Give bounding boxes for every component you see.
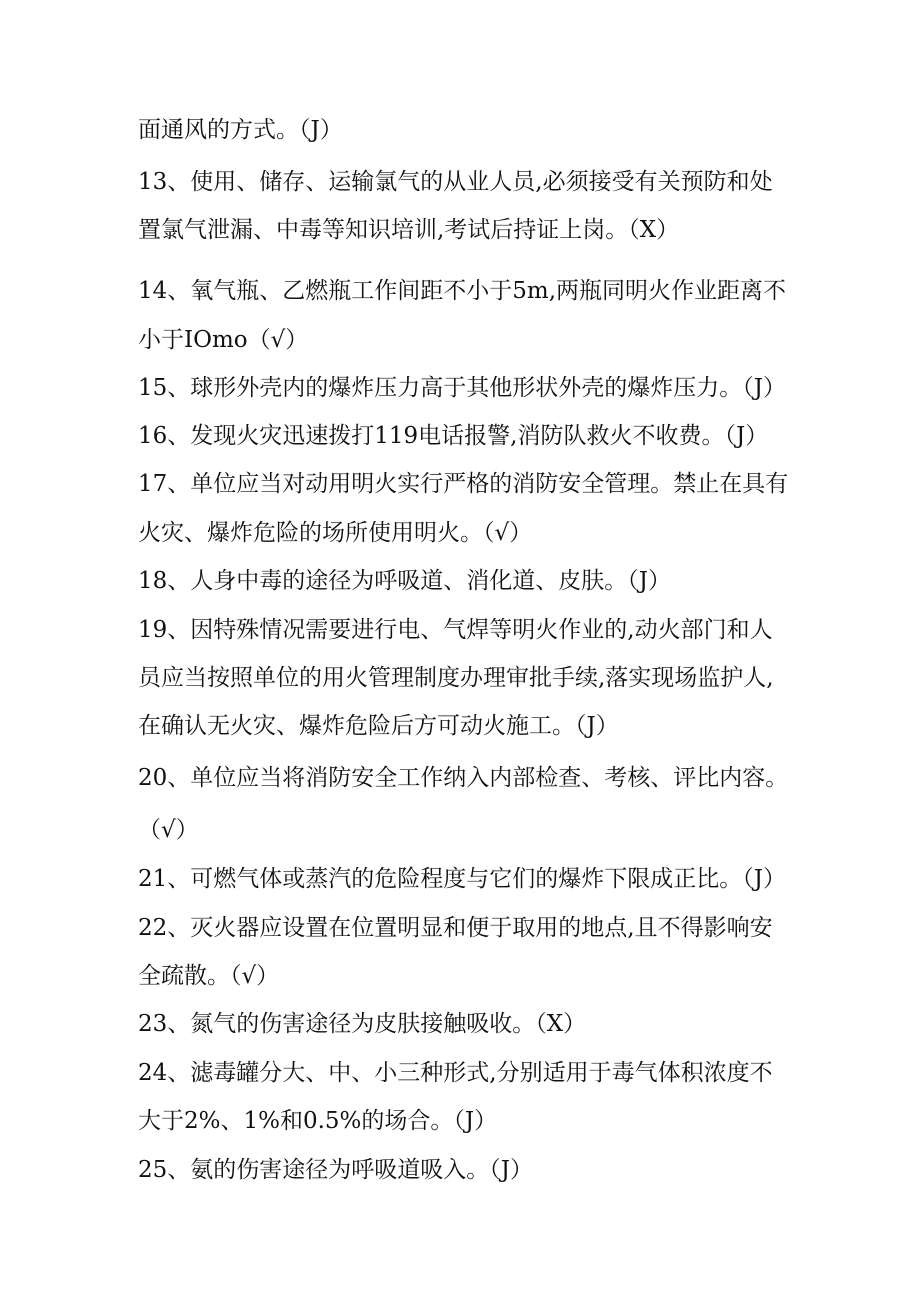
text-line-2: 13、使用、储存、运输氯气的从业人员,必须接受有关预防和处 [138,169,773,195]
text-line-9: 火灾、爆炸危险的场所使用明火。（√） [138,520,533,546]
text-line-14: 20、单位应当将消防安全工作纳入内部检查、考核、评比内容。 [138,765,789,791]
text-line-22: 25、氨的伤害途径为呼吸道吸入。（J） [138,1157,533,1183]
text-line-3: 置氯气泄漏、中毒等知识培训,考试后持证上岗。（X） [138,217,680,243]
text-line-12: 员应当按照单位的用火管理制度办理审批手续,落实现场监护人, [138,665,774,691]
text-line-8: 17、单位应当对动用明火实行严格的消防安全管理。禁止在具有 [138,471,789,497]
text-line-19: 23、氮气的伤害途径为皮肤接触吸收。（X） [138,1011,587,1037]
text-line-5: 小于IOmo（√） [138,327,309,353]
text-line-10: 18、人身中毒的途径为呼吸道、消化道、皮肤。（J） [138,568,671,594]
text-line-6: 15、球形外壳内的爆炸压力高于其他形状外壳的爆炸压力。（J） [138,375,786,401]
text-line-18: 全疏散。（√） [138,963,280,989]
text-line-1: 面通风的方式。（J） [138,117,343,143]
text-line-15: （√） [138,817,199,843]
text-line-7: 16、发现火灾迅速拨打119电话报警,消防队救火不收费。（J） [138,423,769,449]
text-line-13: 在确认无火灾、爆炸危险后方可动火施工。（J） [138,713,619,739]
text-line-11: 19、因特殊情况需要进行电、气焊等明火作业的,动火部门和人 [138,617,773,643]
text-line-4: 14、氧气瓶、乙燃瓶工作间距不小于5m,两瓶同明火作业距离不 [138,278,787,304]
text-line-20: 24、滤毒罐分大、中、小三种形式,分别适用于毒气体积浓度不 [138,1060,773,1086]
text-line-16: 21、可燃气体或蒸汽的危险程度与它们的爆炸下限成正比。（J） [138,866,786,892]
text-line-21: 大于2%、1%和0.5%的场合。（J） [138,1108,498,1134]
text-line-17: 22、灭火器应设置在位置明显和便于取用的地点,且不得影响安 [138,915,773,941]
